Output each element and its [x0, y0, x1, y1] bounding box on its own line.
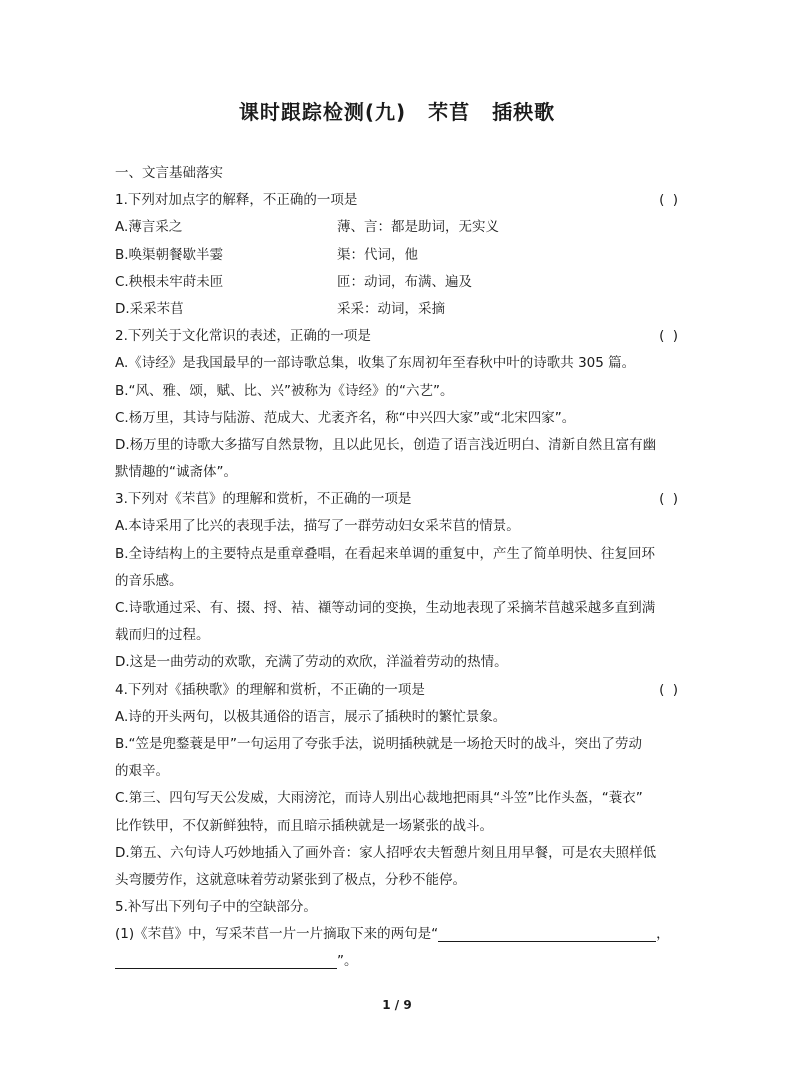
question-1-stem [115, 187, 680, 214]
question-4-option-a: A.诗的开头两句，以极其通俗的语言，展示了插秧时的繁忙景象。 [115, 708, 507, 725]
option-note: 匝：动词，布满、遍及 [337, 273, 472, 290]
page-number: 1 / 9 [382, 998, 412, 1012]
fill-in-separator: ， [656, 926, 670, 943]
question-1-option-b [115, 242, 680, 269]
question-4-option-b-line1: B.“笠是兜鍪蓑是甲”一句运用了夸张手法，说明插秧就是一场抢天时的战斗，突出了劳动 [115, 735, 643, 752]
question-2-option-c: C.杨万里，其诗与陆游、范成大、尤袤齐名，称“中兴四大家”或“北宋四家”。 [115, 409, 576, 426]
question-3-option-b-line2: 的音乐感。 [115, 572, 183, 589]
question-3-option-b-line1: B.全诗结构上的主要特点是重章叠唱，在看起来单调的重复中，产生了简单明快、往复回环 [115, 545, 656, 562]
fill-in-closing: ”。 [337, 953, 358, 970]
question-3-text: 3.下列对《芣苢》的理解和赏析，不正确的一项是 [115, 491, 412, 508]
option-note: 采采：动词，采摘 [337, 300, 445, 317]
question-4-text: 4.下列对《插秧歌》的理解和赏析，不正确的一项是 [115, 681, 425, 698]
title-part3: 插秧歌 [492, 100, 556, 124]
title-part2: 芣苢 [428, 100, 471, 124]
question-5-item-1 [115, 921, 680, 948]
question-2-option-b: B.“风、雅、颂，赋、比、兴”被称为《诗经》的“六艺”。 [115, 382, 454, 399]
answer-paren-3: ( ) [659, 491, 680, 508]
page-title [0, 96, 794, 125]
option-note: 薄、言：都是助词，无实义 [337, 219, 499, 236]
document-body [115, 160, 680, 976]
option-text: B.唤渠朝餐歇半霎 [115, 246, 224, 263]
section-heading: 一、文言基础落实 [115, 165, 223, 181]
question-1-option-d [115, 296, 680, 323]
question-2-option-d-line2: 默情趣的“诚斋体”。 [115, 464, 237, 481]
option-text: C.秧根未牢莳未匝 [115, 273, 224, 290]
question-4-option-d-line2: 头弯腰劳作，这就意味着劳动紧张到了极点，分秒不能停。 [115, 871, 466, 888]
question-2-option-d-line1: D.杨万里的诗歌大多描写自然景物，且以此见长，创造了语言浅近明白、清新自然且富有幽 [115, 436, 657, 453]
question-3-stem [115, 486, 680, 513]
question-1-option-a [115, 214, 680, 241]
question-3-option-d: D.这是一曲劳动的欢歌，充满了劳动的欢欣，洋溢着劳动的热情。 [115, 654, 508, 671]
question-4-option-d-line1: D.第五、六句诗人巧妙地插入了画外音：家人招呼农夫暂憩片刻且用早餐，可是农夫照样低 [115, 844, 657, 861]
question-1-option-c [115, 269, 680, 296]
question-4-option-c-line2: 比作铁甲，不仅新鲜独特，而且暗示插秧就是一场紧张的战斗。 [115, 817, 493, 834]
question-2-option-a: A.《诗经》是我国最早的一部诗歌总集，收集了东周初年至春秋中叶的诗歌共 305 篇。 [115, 355, 636, 372]
fill-in-blank-1[interactable] [438, 925, 656, 942]
option-text: D.采采芣苢 [115, 300, 184, 317]
question-3-option-c-line2: 载而归的过程。 [115, 627, 210, 644]
answer-paren-2: ( ) [659, 328, 680, 345]
fill-in-blank-2[interactable] [115, 952, 337, 969]
question-4-stem [115, 677, 680, 704]
question-2-text: 2.下列关于文化常识的表述，正确的一项是 [115, 328, 371, 345]
question-3-option-a: A.本诗采用了比兴的表现手法，描写了一群劳动妇女采芣苢的情景。 [115, 518, 520, 535]
fill-in-prompt: (1)《芣苢》中，写采芣苢一片一片摘取下来的两句是“ [115, 926, 439, 943]
answer-paren-4: ( ) [659, 681, 680, 698]
title-part1: 课时跟踪检测(九) [238, 100, 407, 124]
option-text: A.薄言采之 [115, 219, 183, 236]
question-1-text: 1.下列对加点字的解释，不正确的一项是 [115, 192, 358, 209]
question-4-option-c-line1: C.第三、四句写天公发威，大雨滂沱，而诗人别出心裁地把雨具“斗笠”比作头盔，“蓑衣” [115, 790, 643, 807]
question-3-option-c-line1: C.诗歌通过采、有、掇、捋、袺、襭等动词的变换，生动地表现了采摘芣苢越采越多直到满 [115, 600, 656, 616]
question-5-stem: 5.补写出下列句子中的空缺部分。 [115, 899, 317, 916]
answer-paren-1: ( ) [659, 192, 680, 209]
question-2-stem [115, 323, 680, 350]
option-note: 渠：代词，他 [337, 246, 418, 263]
question-4-option-b-line2: 的艰辛。 [115, 763, 169, 780]
question-5-item-1-continued [115, 948, 680, 975]
